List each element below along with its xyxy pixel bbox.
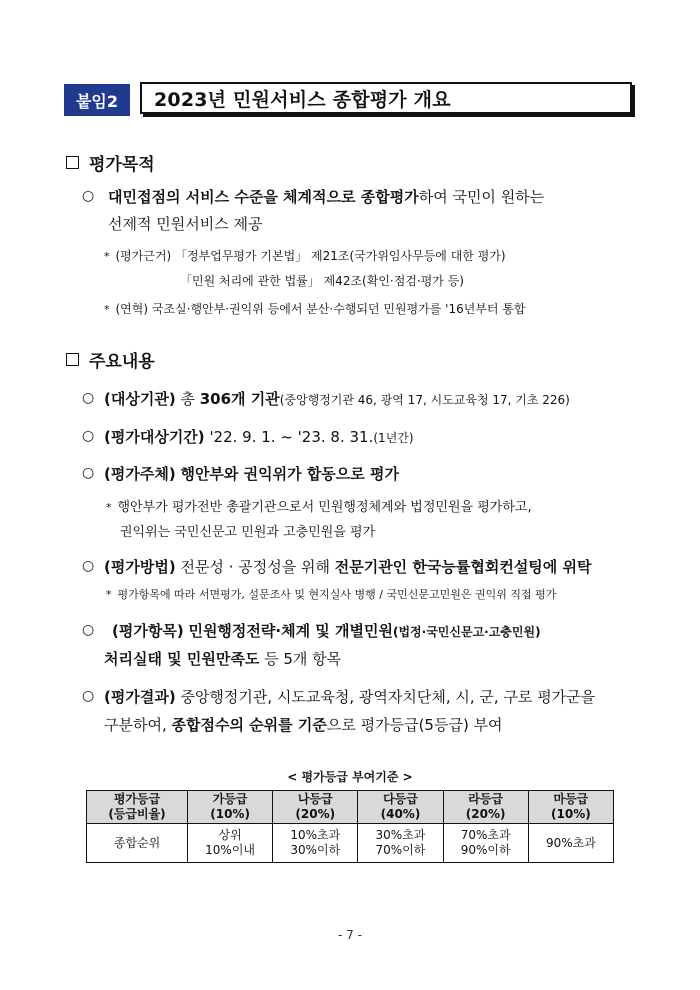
table-row bbox=[87, 824, 614, 863]
table-header-cell: 라등급 (20%) bbox=[443, 791, 528, 824]
table-cell: 70%초과 90%이하 bbox=[443, 824, 528, 863]
checkbox-square-icon bbox=[66, 156, 79, 169]
table-cell: 30%초과 70%이하 bbox=[358, 824, 443, 863]
circle-bullet-icon: ○ bbox=[82, 428, 95, 444]
table-header-row bbox=[87, 791, 614, 824]
table-cell: 10%초과 30%이하 bbox=[273, 824, 358, 863]
purpose-item: 대민접점의 서비스 수준을 체계적으로 종합평가하여 국민이 원하는 bbox=[108, 188, 545, 206]
page-number: - 7 - bbox=[338, 928, 362, 942]
result-item: (평가결과) 중앙행정기관, 시도교육청, 광역자치단체, 시, 군, 구로 평가군을 bbox=[104, 688, 596, 706]
purpose-note-basis: * (평가근거) 「정부업무평가 기본법」 제21조(국가위임사무등에 대한 평가) bbox=[104, 249, 506, 263]
checkbox-square-icon bbox=[66, 353, 79, 366]
page-title: 2023년 민원서비스 종합평가 개요 bbox=[140, 82, 632, 114]
table-header-cell: 마등급 (10%) bbox=[528, 791, 613, 824]
table-header-cell: 나등급 (20%) bbox=[273, 791, 358, 824]
circle-bullet-icon: ○ bbox=[82, 465, 95, 481]
asterisk-icon: * bbox=[104, 303, 110, 316]
table-cell: 종합순위 bbox=[87, 824, 188, 863]
section-heading-main: 주요내용 bbox=[66, 347, 155, 372]
section-heading-purpose: 평가목적 bbox=[66, 150, 155, 175]
table-header-cell: 가등급 (10%) bbox=[188, 791, 273, 824]
table-caption: < 평가등급 부여기준 > bbox=[287, 770, 413, 784]
table-header-cell: 평가등급 (등급비율) bbox=[87, 791, 188, 824]
table-header-cell: 다등급 (40%) bbox=[358, 791, 443, 824]
result-item-continued: 구분하여, 종합점수의 순위를 기준으로 평가등급(5등급) 부여 bbox=[104, 716, 503, 734]
target-item: (대상기관) 총 306개 기관(중앙행정기관 46, 광역 17, 시도교육청 17, 기초 226) bbox=[104, 390, 570, 408]
items-item-continued: 처리실태 및 민원만족도 등 5개 항목 bbox=[104, 650, 342, 668]
circle-bullet-icon: ○ bbox=[82, 688, 95, 704]
asterisk-icon: * bbox=[106, 588, 112, 601]
method-note: * 평가항목에 따라 서면평가, 설문조사 및 현지실사 병행 / 국민신문고민원은 권익위 직접 평가 bbox=[106, 588, 557, 601]
attachment-tag: 붙임2 bbox=[64, 84, 130, 116]
asterisk-icon: * bbox=[104, 250, 110, 263]
purpose-note-history: * (연혁) 국조실·행안부·권익위 등에서 분산·수행되던 민원평가를 '16년부터 통합 bbox=[104, 302, 526, 316]
page-header bbox=[64, 82, 636, 118]
grade-table bbox=[86, 790, 614, 863]
table-cell: 상위 10%이내 bbox=[188, 824, 273, 863]
circle-bullet-icon: ○ bbox=[82, 622, 95, 638]
purpose-item-continued: 선제적 민원서비스 제공 bbox=[108, 215, 263, 233]
purpose-note-basis-2: 「민원 처리에 관한 법률」 제42조(확인·점검·평가 등) bbox=[180, 274, 464, 288]
period-item: (평가대상기간) '22. 9. 1. ~ '23. 8. 31.(1년간) bbox=[104, 428, 414, 446]
circle-bullet-icon: ○ bbox=[82, 188, 95, 204]
circle-bullet-icon: ○ bbox=[82, 390, 95, 406]
asterisk-icon: * bbox=[106, 501, 112, 514]
method-item: (평가방법) 전문성 · 공정성을 위해 전문기관인 한국능률협회컨설팅에 위탁 bbox=[104, 558, 592, 576]
table-cell: 90%초과 bbox=[528, 824, 613, 863]
circle-bullet-icon: ○ bbox=[82, 558, 95, 574]
subject-note: * 행안부가 평가전반 총괄기관으로서 민원행정체계와 법정민원을 평가하고, bbox=[106, 500, 532, 515]
items-item: (평가항목) 민원행정전략·체계 및 개별민원(법정·국민신문고·고충민원) bbox=[112, 622, 541, 640]
subject-note-2: 권익위는 국민신문고 민원과 고충민원을 평가 bbox=[120, 525, 376, 540]
subject-item: (평가주체) 행안부와 권익위가 합동으로 평가 bbox=[104, 465, 399, 483]
